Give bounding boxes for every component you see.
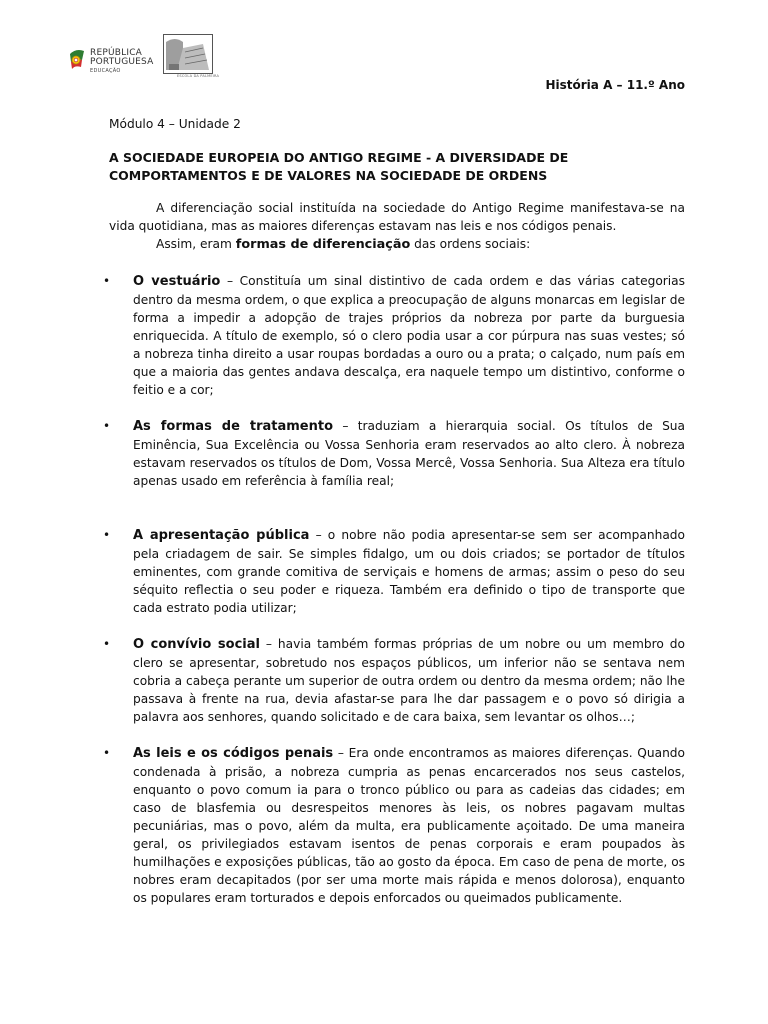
bullet-icon: • xyxy=(103,528,111,542)
intro-emphasis: formas de diferenciação xyxy=(235,237,411,252)
list-item-body xyxy=(109,744,685,907)
intro-text-after: das ordens sociais: xyxy=(410,237,531,251)
list-item-body xyxy=(109,272,685,399)
portuguese-flag-emblem-icon xyxy=(68,48,88,70)
bullet-icon: • xyxy=(103,274,111,288)
school-caption: ESCOLA DA PALMEIRA xyxy=(177,74,220,78)
list-item-body xyxy=(109,635,685,726)
intro-paragraph-2 xyxy=(109,235,685,254)
intro-paragraph: A diferenciação social instituída na sociedade do Antigo Regime manifestava-se na vida quotidiana, mas as maiores diferenças estavam nas leis e nos códigos penais. xyxy=(109,201,685,233)
logo-text-line3: EDUCAÇÃO xyxy=(90,68,121,74)
list-item-lead: O convívio social xyxy=(133,637,260,652)
list-item-lead: O vestuário xyxy=(133,274,221,289)
list-item-body xyxy=(109,417,685,490)
list-item-text: – havia também formas próprias de um nobre ou um membro do clero se apresentar, sobretudo nos espaços públicos, um inferior não se sentava nem cobria a cabeça perante um superior de outra ordem ou dentro da mesma ordem; não lhe passava à frente na rua, devia afastar-se para lhe dar passagem e o povo só dirigia a palavra aos senhores, quando solicitado e de cara baixa, sem levantar os olhos…; xyxy=(133,637,685,724)
list-item-lead: As formas de tratamento xyxy=(133,419,334,434)
list-item-lead: As leis e os códigos penais xyxy=(133,746,334,761)
logo-text-line2: PORTUGUESA xyxy=(90,57,154,67)
list-item-forms-of-address xyxy=(103,417,685,490)
module-heading: Módulo 4 – Unidade 2 xyxy=(109,117,241,131)
list-item-text: – Era onde encontramos as maiores diferenças. Quando condenada à prisão, a nobreza cumpria as penas encarcerados nos seus castelos, enquanto o povo comum ia para o tronco público ou para as cadeias das cidades; em caso de blasfemia ou desrespeitos menores às leis, os nobres pagavam multas pecuniárias, mas o povo, além da multa, era publicamente açoitado. De uma maneira geral, os privilegiados estavam isentos de penas corporais e eram poupados às humilhações e exposições públicas, tão ao gosto da época. Em caso de pena de morte, os nobres eram decapitados (por ser uma morte mais rápida e menos dolorosa), enquanto os populares eram torturados e depois enforcados ou queimados publicamente. xyxy=(133,746,685,905)
list-item-lead: A apresentação pública xyxy=(133,528,310,543)
bullet-icon: • xyxy=(103,419,111,433)
document-body xyxy=(103,115,685,907)
list-item-text: – o nobre não podia apresentar-se sem ser acompanhado pela criadagem de sair. Se simples fidalgo, um ou dois criados; se portador de títulos eminentes, com grande comitiva de serviçais e homens de armas; assim o peso do seu séquito reflectia o seu poder e riqueza. Também era definido o tipo de transporte que cada estrato podia utilizar; xyxy=(133,528,685,615)
document-title: A SOCIEDADE EUROPEIA DO ANTIGO REGIME - A DIVERSIDADE DE COMPORTAMENTOS E DE VALORES NA SOCIEDADE DE ORDENS xyxy=(109,150,569,183)
bullet-icon: • xyxy=(103,746,111,760)
list-item-social-interaction xyxy=(103,635,685,726)
list-item-clothing xyxy=(103,272,685,399)
intro-text-before: Assim, eram xyxy=(156,237,236,251)
differentiation-list xyxy=(103,272,685,907)
school-emblem-icon xyxy=(163,34,213,74)
logo-text-line1: REPÚBLICA xyxy=(90,48,143,58)
bullet-icon: • xyxy=(103,637,111,651)
course-label: História A – 11.º Ano xyxy=(545,78,685,92)
school-logo xyxy=(163,34,220,80)
republica-portuguesa-logo xyxy=(68,46,160,76)
list-item-public-presentation xyxy=(103,526,685,617)
list-item-body xyxy=(109,526,685,617)
list-item-laws-and-penal-codes xyxy=(103,744,685,907)
list-item-text: – Constituía um sinal distintivo de cada ordem e das várias categorias dentro da mesma ordem, o que explica a preocupação de alguns monarcas em legislar de forma a impedir a adopção de trajes próprios da nobreza por parte da burguesia enriquecida. A título de exemplo, só o clero podia usar a cor púrpura nas suas vestes; só a nobreza tinha direito a usar roupas bordadas a ouro ou a prata; o calçado, num país em que a maioria das gentes andava descalça, era naquele tempo um distintivo, conforme o feitio e a cor; xyxy=(133,274,685,397)
list-item-text: – traduziam a hierarquia social. Os títulos de Sua Eminência, Sua Excelência ou Vossa Senhoria eram reservados ao alto clero. À nobreza estavam reservados os títulos de Dom, Vossa Mercê, Vossa Senhoria. Sua Alteza era título apenas usado em referência à família real; xyxy=(133,419,685,488)
